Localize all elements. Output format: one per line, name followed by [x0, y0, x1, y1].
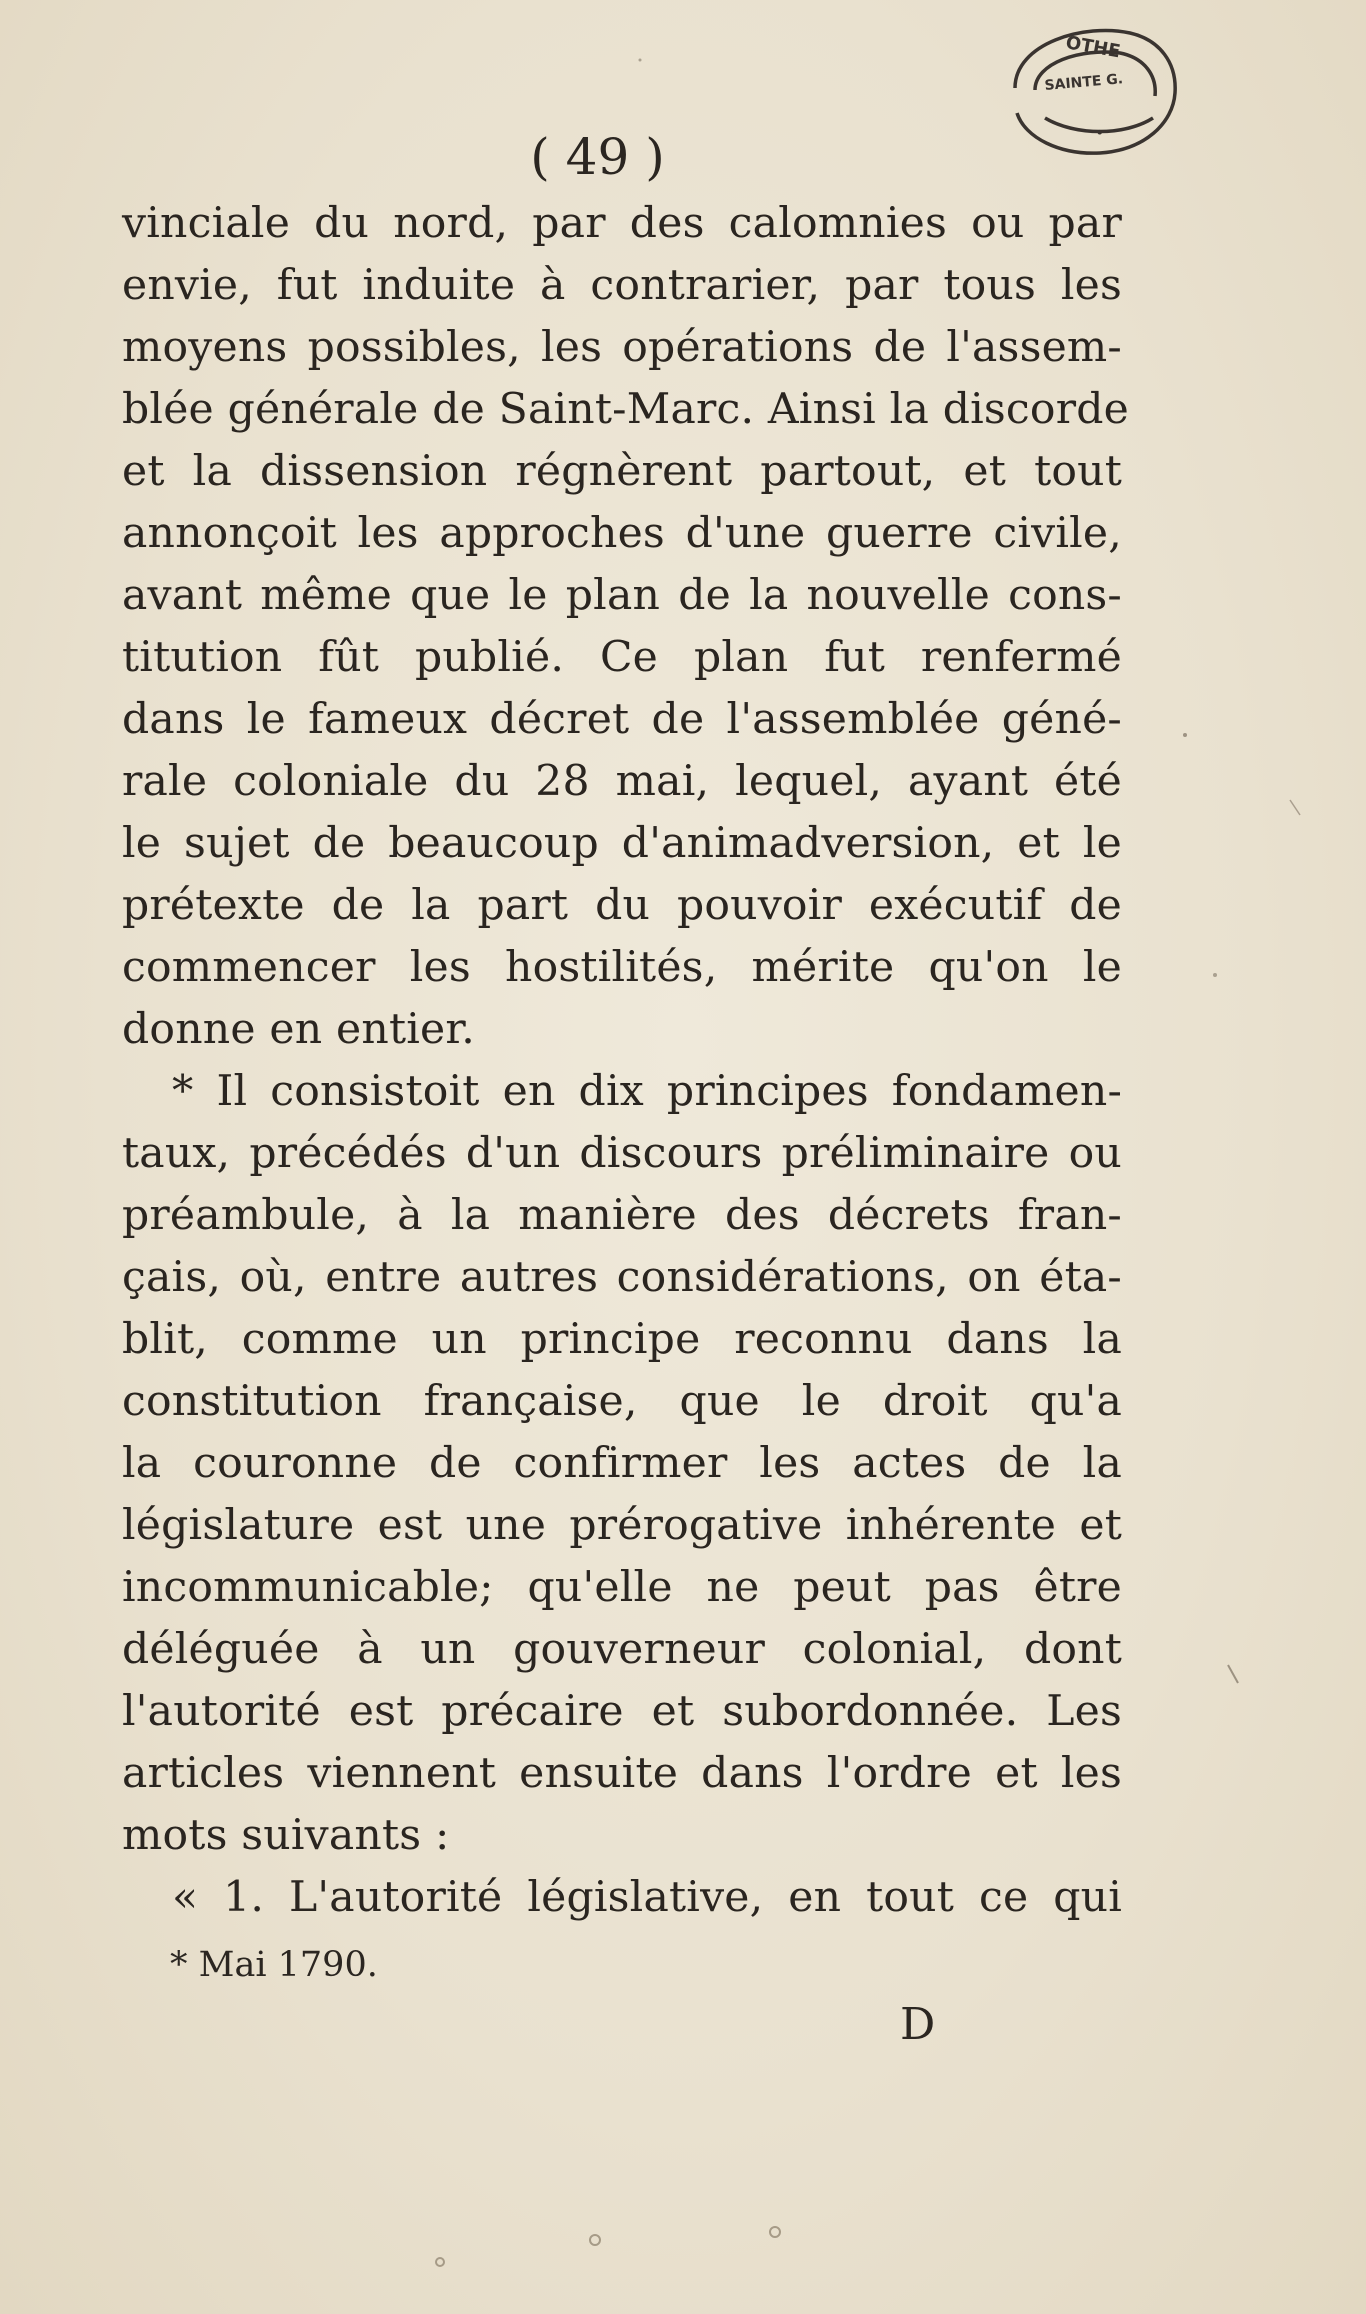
text-line: préambule, à la manière des décrets fran-	[122, 1191, 1122, 1240]
svg-text:OTHE: OTHE	[1064, 32, 1122, 63]
text-line: çais, où, entre autres considérations, on éta-	[122, 1253, 1122, 1302]
text-line: déléguée à un gouverneur colonial, dont	[122, 1625, 1122, 1674]
text-line: taux, précédés d'un discours préliminaire ou	[122, 1129, 1122, 1178]
text-line: l'autorité est précaire et subordonnée. Les	[122, 1687, 1122, 1736]
text-line: le sujet de beaucoup d'animadversion, et le	[122, 819, 1122, 868]
text-line: « 1. L'autorité législative, en tout ce qui	[172, 1873, 1122, 1922]
text-line: articles viennent ensuite dans l'ordre et les	[122, 1749, 1122, 1798]
text-line: avant même que le plan de la nouvelle cons-	[122, 571, 1122, 620]
text-line: prétexte de la part du pouvoir exécutif de	[122, 881, 1122, 930]
body-text	[122, 193, 1129, 1929]
text-line: envie, fut induite à contrarier, par tous les	[122, 261, 1122, 310]
text-line: la couronne de confirmer les actes de la	[122, 1439, 1122, 1488]
text-line: incommunicable; qu'elle ne peut pas être	[122, 1563, 1122, 1612]
svg-text:•: •	[1095, 123, 1105, 142]
text-line: mots suivants :	[122, 1811, 450, 1860]
text-line: rale coloniale du 28 mai, lequel, ayant été	[122, 757, 1122, 806]
text-line: * Il consistoit en dix principes fondamen-	[172, 1067, 1122, 1116]
text-line: vinciale du nord, par des calomnies ou par	[122, 199, 1122, 248]
footnote: * Mai 1790.	[170, 1945, 378, 1985]
text-line: donne en entier.	[122, 1005, 475, 1054]
text-line: constitution française, que le droit qu'a	[122, 1377, 1122, 1426]
text-line: moyens possibles, les opérations de l'assem-	[122, 323, 1122, 372]
svg-text:SAINTE G.: SAINTE G.	[1043, 71, 1124, 94]
text-line: dans le fameux décret de l'assemblée géné-	[122, 695, 1122, 744]
text-line: titution fût publié. Ce plan fut renfermé	[122, 633, 1122, 682]
signature-mark: D	[900, 1999, 936, 2050]
text-line: et la dissension régnèrent partout, et tout	[122, 447, 1122, 496]
text-line: annonçoit les approches d'une guerre civile,	[122, 509, 1122, 558]
text-line: blée générale de Saint-Marc. Ainsi la discorde	[122, 385, 1129, 434]
text-line: blit, comme un principe reconnu dans la	[122, 1315, 1122, 1364]
text-line: législature est une prérogative inhérente et	[122, 1501, 1122, 1550]
page-number: ( 49 )	[530, 128, 665, 186]
text-line: commencer les hostilités, mérite qu'on le	[122, 943, 1122, 992]
